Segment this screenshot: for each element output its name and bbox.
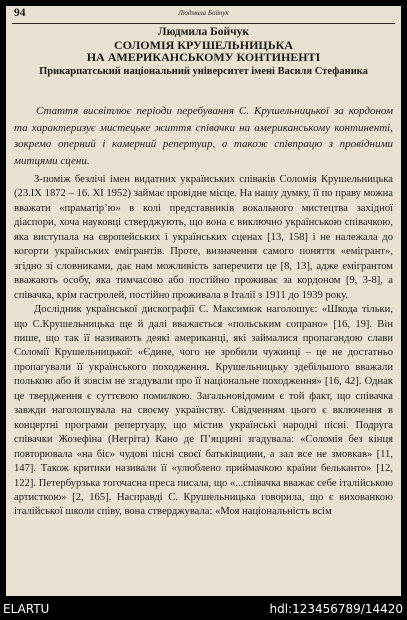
running-head: [14, 7, 393, 23]
running-head-title: Людмила Бойчук: [178, 9, 229, 17]
scan-footer: [0, 600, 407, 620]
repository-label: ELARTU: [3, 602, 50, 616]
body-paragraph-1: З-поміж безлічі імен видатних українських співаків Соломія Крушельницька (23.IX 1872 – 16. XI 1952) займає провідне місце. На нашу думку, її по праву можна вважати «праматір’ю» в колі представників вокального мистецтва західної діаспори, хоча науковці стверджують, що вона є виключно українською співачкою, яка виступала на європейських і українських сценах [13, 158] і не належала до когорти українських емігрантів. Проте, визначення самого поняття «емігрант», згідно зі словниками, дає нам можливість заперечити це [8, 13], адже емігрантом вважають особу, яка тимчасово або постійно проживає за кордоном [9, 3-8], а співачка, крім гастролей, постійно проживала в Італії з 1911 до 1939 року.: [14, 174, 393, 301]
page-number: 94: [14, 7, 26, 19]
article-header: [14, 26, 393, 78]
article-body: [14, 173, 393, 520]
author-affiliation: Прикарпатський національний університет імені Василя Стефаника: [39, 65, 368, 77]
article-title-line-2: НА АМЕРИКАНСЬКОМУ КОНТИНЕНТІ: [86, 50, 321, 64]
header-rule: [12, 23, 395, 24]
handle-identifier: hdl:123456789/14420: [269, 602, 403, 616]
author-name: Людмила Бойчук: [158, 26, 249, 38]
article-abstract: Стаття висвітлює періоди перебування С. Крушельницької за кордоном та характеризує мистецьке життя співачки на американському континенті, зокрема оперний і камерний репертуар, а також співпрацю з провідними митцями сцени.: [14, 105, 393, 167]
body-paragraph-2: Дослідник української дискографії С. Максимюк наголошує: «Шкода тільки, що С.Крушельницька ще й далі вважається «польським сопрано» [16, 19]. Він пише, що так її називають деякі американці, які займалися пропагандою слави Соломії Крушельницької: «Єдине, чого не зробили чужинці – це не достатньо пропагували її українського походження. Крушельницьку здебільшого вважали полькою або й зовсім не згадували про її національне походження» [16, 42]. Однак це твердження є суттєвою помилкою. Загальновідомим є той факт, що співачка завжди наголошувала на своєму українству. Свідченням цього є включення в концертні програми репертуару, що містив українські народні пісні. Подруга співачки Жозефіна (Негріта) Кано де П’яццині згадувала: «Соломія без кінця повторювала «на біс» чудові пісні своєї батьківщини, а зал все не змовкав» [11, 147]. Також критики називали її «улюблено приймачкою країни бельканто» [12, 122]. Петербурзька тогочасна преса писала, що «...співачка вважає себе італійською артисткою» [2, 165]. Насправді С. Крушельницька говорила, що є вихованкою італійської школи співу, вона стверджувала: «Моя національність всім: [14, 304, 393, 518]
document-page: [6, 6, 401, 596]
article-title-line-1: СОЛОМІЯ КРУШЕЛЬНИЦЬКА: [113, 37, 294, 52]
